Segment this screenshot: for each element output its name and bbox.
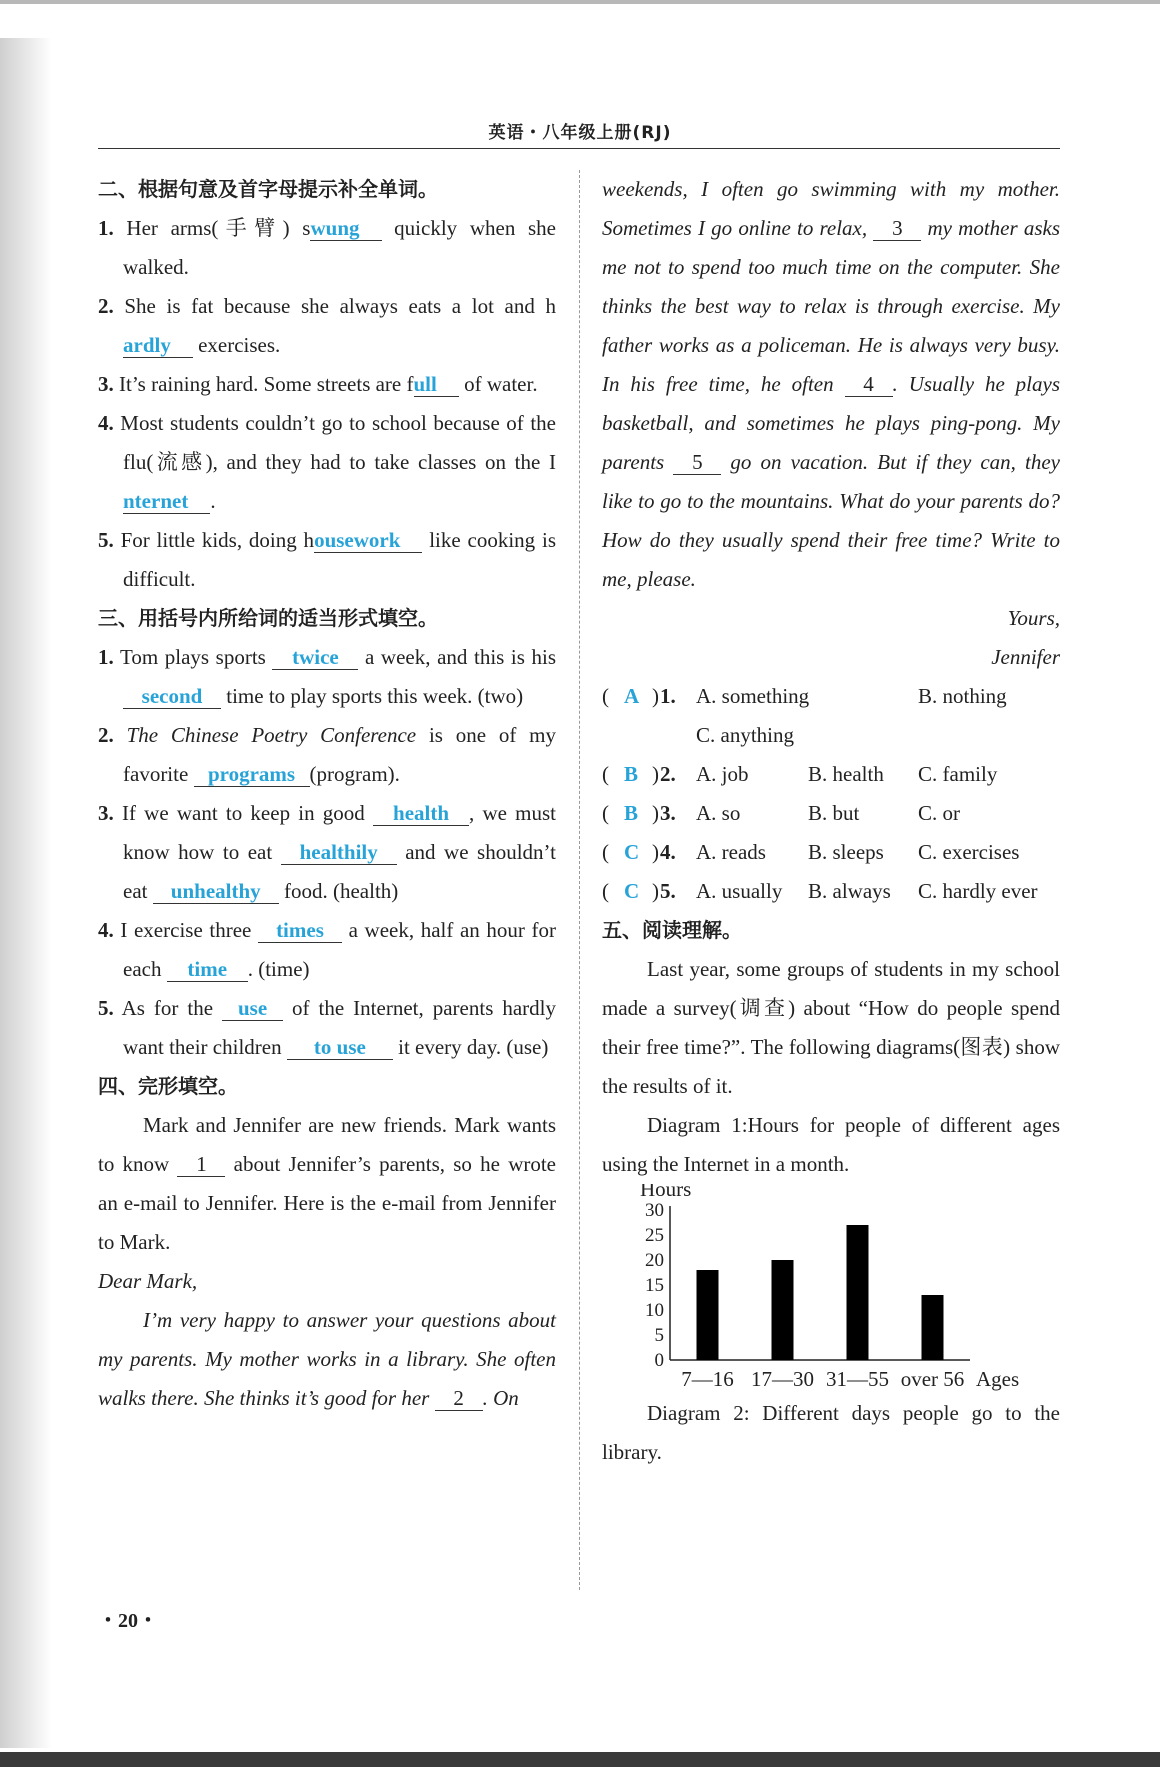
bottom-edge bbox=[0, 1752, 1160, 1767]
choice-row-1: ( A ) 1. A. something B. nothing bbox=[602, 677, 1060, 716]
x-axis-label: Ages bbox=[976, 1367, 1020, 1391]
page-number: ・20・ bbox=[98, 1610, 158, 1632]
x-tick-label: 17—30 bbox=[751, 1367, 814, 1391]
s3-item-3: 3. If we want to keep in good health , we must know how to eat healthily and we shouldn’t eat unhealthy food. (health) bbox=[98, 801, 557, 903]
s3-item-2: 2. The Chinese Poetry Conference is one of my favorite programs (program). bbox=[98, 723, 557, 786]
x-tick-label: 31—55 bbox=[826, 1367, 889, 1391]
right-column bbox=[602, 170, 1060, 1472]
y-tick-label: 0 bbox=[654, 1350, 664, 1371]
choice-answer: B bbox=[624, 762, 639, 786]
answer: ull bbox=[414, 372, 459, 397]
section2-title: 二、根据句意及首字母提示补全单词。 bbox=[98, 177, 438, 201]
bar-4 bbox=[922, 1295, 944, 1360]
choice-answer: A bbox=[624, 684, 640, 708]
answer: use bbox=[222, 996, 283, 1021]
y-tick-label: 25 bbox=[645, 1225, 664, 1246]
y-tick-label: 5 bbox=[654, 1325, 664, 1346]
answer: unhealthy bbox=[153, 879, 279, 904]
answer: time bbox=[167, 957, 248, 982]
cloze-blank-3: 3 bbox=[873, 216, 921, 241]
choice-row-2: ( B ) 2. A. job B. health C. family bbox=[602, 755, 1060, 794]
column-divider bbox=[579, 170, 580, 1590]
y-axis-label: Hours bbox=[640, 1184, 692, 1201]
s2-item-2: 2. She is fat because she always eats a lot and hardly exercises. bbox=[98, 294, 556, 357]
answer: health bbox=[373, 801, 469, 826]
email-signature: Jennifer bbox=[991, 645, 1060, 669]
choice-answer: B bbox=[624, 801, 639, 825]
y-tick-label: 10 bbox=[645, 1300, 664, 1321]
choice-answer: C bbox=[624, 840, 640, 864]
left-column bbox=[98, 170, 556, 1418]
y-tick-label: 20 bbox=[645, 1250, 664, 1271]
bar-3 bbox=[847, 1225, 869, 1360]
email-closing: Yours, bbox=[1007, 606, 1060, 630]
email-body-part1: I’m very happy to answer your questions about my parents. My mother works in a library. She often walks there. She thinks it’s good for her 2 . On bbox=[98, 1308, 556, 1410]
choice-row-5: ( C ) 5. A. usually B. always C. hardly ever bbox=[602, 872, 1060, 911]
choice-row-4: ( C ) 4. A. reads B. sleeps C. exercises bbox=[602, 833, 1060, 872]
bar-2 bbox=[772, 1260, 794, 1360]
s3-item-4: 4. I exercise three times a week, half an hour for each time . (time) bbox=[98, 918, 557, 981]
x-tick-label: 7—16 bbox=[681, 1367, 734, 1391]
diagram1-chart bbox=[602, 1184, 1060, 1394]
reading-intro: Last year, some groups of students in my school made a survey(调查) about “How do people spend their free time?”. The following diagrams(图表) show the results of it. bbox=[602, 957, 1060, 1098]
cloze-blank-5: 5 bbox=[673, 450, 721, 475]
cloze-blank-1: 1 bbox=[177, 1152, 225, 1177]
answer: ardly bbox=[123, 333, 193, 358]
section4-title: 四、完形填空。 bbox=[98, 1074, 238, 1098]
answer: to use bbox=[287, 1035, 393, 1060]
answer: programs bbox=[194, 762, 310, 787]
answer: times bbox=[258, 918, 342, 943]
email-body-part2: weekends, I often go swimming with my mother. Sometimes I go online to relax, 3 my mother asks me not to spend too much time on the computer. She thinks the best way to relax is through exercise. My father works as a policeman. He is always very busy. In his free time, he often 4 . Usually he plays basketball, and sometimes he plays ping-pong. My parents 5 go on vacation. But if they can, they like to go to the mountains. What do your parents do? How do they usually spend their free time? Write to me, please. bbox=[602, 177, 1060, 591]
section3-title: 三、用括号内所给词的适当形式填空。 bbox=[98, 606, 438, 630]
header-rule bbox=[98, 148, 1060, 149]
s2-item-3: 3. It’s raining hard. Some streets are full of water. bbox=[98, 372, 538, 396]
s3-item-5: 5. As for the use of the Internet, parents hardly want their children to use it every day. (use) bbox=[98, 996, 557, 1059]
s2-item-5: 5. For little kids, doing housework like cooking is difficult. bbox=[98, 528, 556, 591]
email-greeting: Dear Mark, bbox=[98, 1269, 198, 1293]
answer: second bbox=[123, 684, 221, 709]
page-spine-shadow bbox=[0, 38, 52, 1748]
diagram2-caption: Diagram 2: Different days people go to the library. bbox=[602, 1401, 1060, 1464]
s3-item-1: 1. Tom plays sports twice a week, and this is his second time to play sports this week. (two) bbox=[98, 645, 557, 708]
y-tick-label: 15 bbox=[645, 1275, 664, 1296]
cloze-blank-4: 4 bbox=[845, 372, 893, 397]
section5-title: 五、阅读理解。 bbox=[602, 918, 742, 942]
answer: ousework bbox=[314, 528, 422, 553]
x-tick-label: over 56 bbox=[900, 1367, 965, 1391]
cloze-intro: Mark and Jennifer are new friends. Mark wants to know 1 about Jennifer’s parents, so he wrote an e-mail to Jennifer. Here is the e-mail from Jennifer to Mark. bbox=[98, 1113, 557, 1254]
answer: wung bbox=[310, 216, 381, 241]
answer: nternet bbox=[123, 489, 210, 514]
choice-row-3: ( B ) 3. A. so B. but C. or bbox=[602, 794, 1060, 833]
y-tick-label: 30 bbox=[645, 1200, 664, 1221]
bar-chart-svg bbox=[602, 1184, 1060, 1394]
diagram1-caption: Diagram 1:Hours for people of different ages using the Internet in a month. bbox=[602, 1113, 1060, 1176]
s2-item-4: 4. Most students couldn’t go to school because of the flu(流感), and they had to take classes on the Internet . bbox=[98, 411, 556, 513]
cloze-blank-2: 2 bbox=[435, 1386, 483, 1411]
s2-item-1: 1. Her arms(手臂) swung quickly when she walked. bbox=[98, 216, 556, 279]
answer: twice bbox=[272, 645, 358, 670]
choice-answer: C bbox=[624, 879, 640, 903]
page-header: 英语・八年级上册(RJ) bbox=[488, 123, 672, 143]
answer: healthily bbox=[281, 840, 397, 865]
top-edge bbox=[0, 0, 1160, 4]
choice-row-1-cont: C. anything bbox=[696, 723, 794, 747]
bar-1 bbox=[697, 1270, 719, 1360]
